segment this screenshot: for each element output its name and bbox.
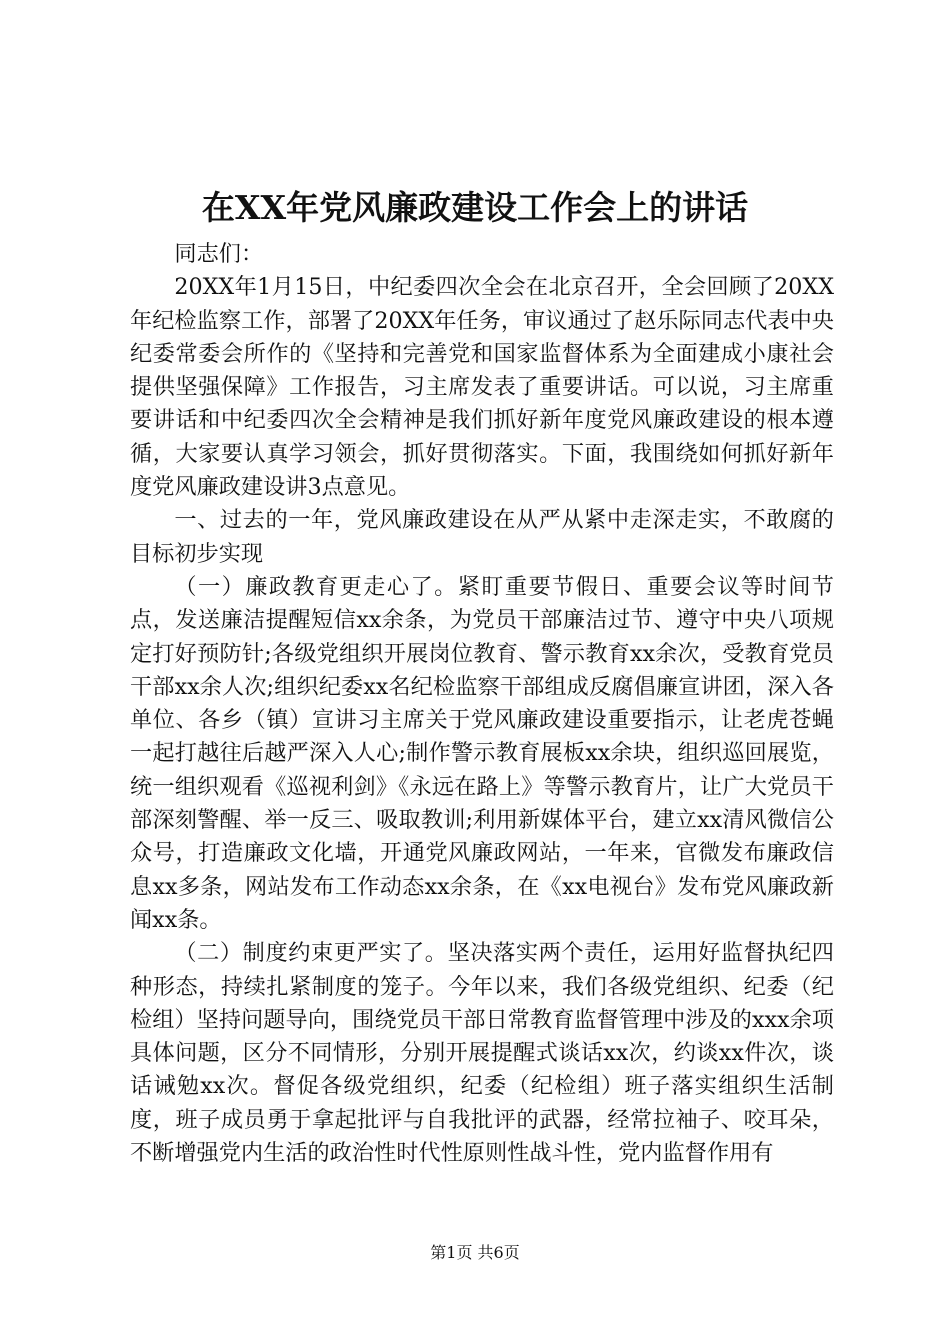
body-paragraph: （一）廉政教育更走心了。紧盯重要节假日、重要会议等时间节点，发送廉洁提醒短信xx余条，为党员干部廉洁过节、遵守中央八项规定打好预防针;各级党组织开展岗位教育、警示教育xx余次，受教育党员干部xx余人次;组织纪委xx名纪检监察干部组成反腐倡廉宣讲团，深入各单位、各乡（镇）宣讲习主席关于党风廉政建设重要指示，让老虎苍蝇一起打越往后越严深入人心;制作警示教育展板xx余块，组织巡回展览，统一组织观看《巡视利剑》《永远在路上》等警示教育片，让广大党员干部深刻警醒、举一反三、吸取教训;利用新媒体平台，建立xx清风微信公众号，打造廉政文化墙，开通党风廉政网站，一年来，官微发布廉政信息xx多条，网站发布工作动态xx余条，在《xx电视台》发布党风廉政新闻xx条。 [130,573,834,933]
section-heading: 一、过去的一年，党风廉政建设在从严从紧中走深走实，不敢腐的目标初步实现 [130,507,834,567]
intro-paragraph: 20XX年1月15日，中纪委四次全会在北京召开，全会回顾了20XX年纪检监察工作，部署了20XX年任务，审议通过了赵乐际同志代表中央纪委常委会所作的《坚持和完善党和国家监督体系为全面建成小康社会提供坚强保障》工作报告，习主席发表了重要讲话。可以说，习主席重要讲话和中纪委四次全会精神是我们抓好新年度党风廉政建设的根本遵循，大家要认真学习领会，抓好贯彻落实。下面，我围绕如何抓好新年度党风廉政建设讲3点意见。 [130,274,834,501]
document-body [130,238,834,1170]
salutation-paragraph: 同志们： [174,241,264,267]
body-paragraph: （二）制度约束更严实了。坚决落实两个责任，运用好监督执纪四种形态，持续扎紧制度的笼子。今年以来，我们各级党组织、纪委（纪检组）坚持问题导向，围绕党员干部日常教育监督管理中涉及的xxx余项具体问题，区分不同情形，分别开展提醒式谈话xx次，约谈xx件次，谈话诫勉xx次。督促各级党组织，纪委（纪检组）班子落实组织生活制度，班子成员勇于拿起批评与自我批评的武器，经常拉袖子、咬耳朵，不断增强党内生活的政治性时代性原则性战斗性，党内监督作用有 [130,940,834,1167]
page-number-footer: 第1页 共6页 [430,1243,520,1262]
document-title: 在XX年党风廉政建设工作会上的讲话 [201,188,749,227]
